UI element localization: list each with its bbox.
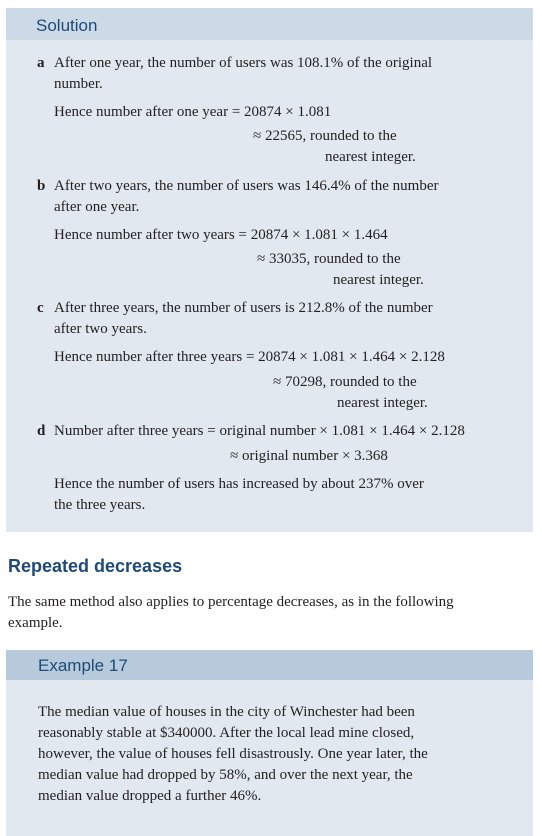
part-a-calc-line3: nearest integer.: [325, 149, 416, 165]
part-a-label: a: [37, 55, 45, 71]
part-c-text-line1: After three years, the number of users is 212.8% of the number: [54, 300, 433, 316]
part-b-text-line1: After two years, the number of users was 146.4% of the number: [54, 178, 439, 194]
example-text-line: however, the value of houses fell disastrously. One year later, the: [38, 746, 428, 762]
part-a-calc-line1: Hence number after one year = 20874 × 1.081: [54, 104, 332, 120]
part-d-text-line2: ≈ original number × 3.368: [230, 448, 388, 464]
section-paragraph-line1: The same method also applies to percentage decreases, as in the following: [8, 594, 454, 610]
example-text-line: median value had dropped by 58%, and over the next year, the: [38, 767, 413, 783]
example-text-line: reasonably stable at $340000. After the local lead mine closed,: [38, 725, 415, 741]
example-header: [6, 650, 533, 680]
solution-title: Solution: [36, 16, 98, 35]
part-d-label: d: [37, 423, 46, 439]
example-text-line: The median value of houses in the city of Winchester had been: [38, 704, 415, 720]
example-box: [6, 650, 533, 836]
part-d-conclusion-line1: Hence the number of users has increased by about 237% over: [54, 476, 424, 492]
solution-box: [6, 8, 533, 532]
part-b-text-line2: after one year.: [54, 199, 140, 215]
section-paragraph-line2: example.: [8, 615, 63, 631]
part-d-conclusion-line2: the three years.: [54, 497, 146, 513]
part-c-calc-line2: ≈ 70298, rounded to the: [273, 374, 417, 390]
example-title: Example 17: [38, 656, 128, 675]
part-c-label: c: [37, 300, 44, 316]
part-a-text-line2: number.: [54, 76, 103, 92]
part-c-calc-line1: Hence number after three years = 20874 × 1.081 × 1.464 × 2.128: [54, 349, 445, 365]
example-text-line: median value dropped a further 46%.: [38, 788, 262, 804]
part-b-calc-line1: Hence number after two years = 20874 × 1.081 × 1.464: [54, 227, 388, 243]
part-b-label: b: [37, 178, 46, 194]
part-a-text-line1: After one year, the number of users was 108.1% of the original: [54, 55, 433, 71]
part-a-calc-line2: ≈ 22565, rounded to the: [253, 128, 397, 144]
part-b-calc-line3: nearest integer.: [333, 272, 424, 288]
part-c-calc-line3: nearest integer.: [337, 395, 428, 411]
part-d-text-line1: Number after three years = original number × 1.081 × 1.464 × 2.128: [54, 423, 465, 439]
part-c-text-line2: after two years.: [54, 321, 147, 337]
part-b-calc-line2: ≈ 33035, rounded to the: [257, 251, 401, 267]
section-title: Repeated decreases: [8, 556, 183, 576]
solution-header: [6, 8, 533, 40]
